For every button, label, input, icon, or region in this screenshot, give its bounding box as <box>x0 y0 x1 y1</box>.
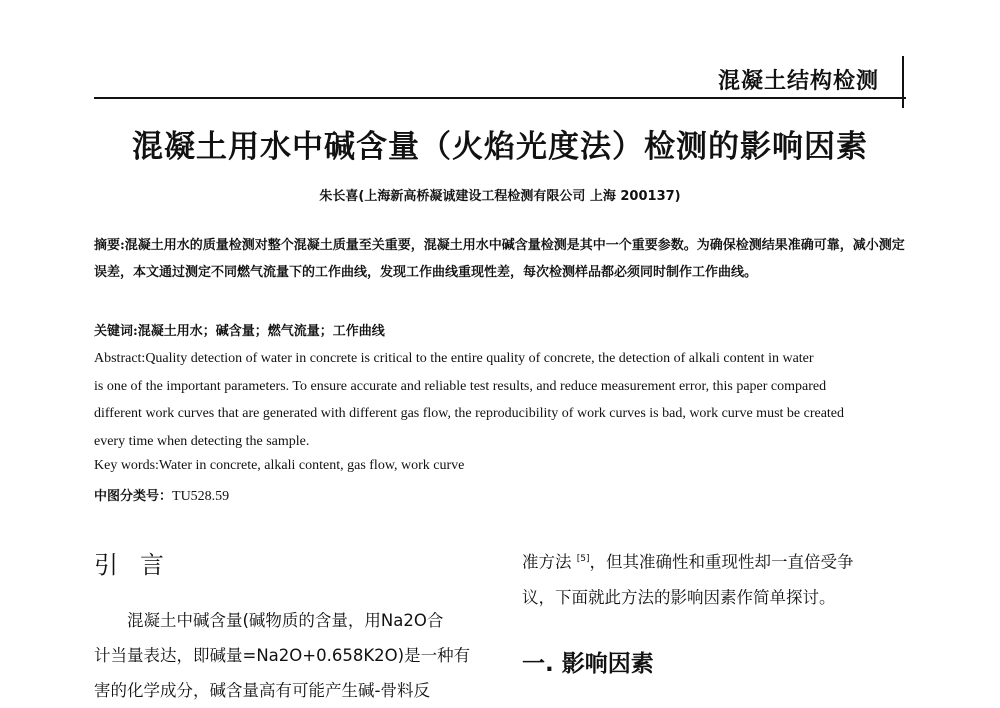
abstract-english-line: Abstract:Quality detection of water in concrete is critical to the entire quality of concrete, the detection of alkali content in water <box>94 351 814 366</box>
abstract-english-line: every time when detecting the sample. <box>94 433 310 449</box>
keywords-english: Key words:Water in concrete, alkali content, gas flow, work curve <box>94 458 465 473</box>
intro-line: 混凝土中碱含量(碱物质的含量，用Na2O合 <box>127 611 444 630</box>
classification-label: 中图分类号： <box>94 489 173 504</box>
section-heading-influencing-factors: 一. 影响因素 <box>522 651 654 677</box>
intro-heading-text: 引言 <box>94 551 186 579</box>
abstract-english-line: different work curves that are generated with different gas flow, the reproducibility of work curves is bad, work curve must be created <box>94 406 845 421</box>
section-label: 混凝土结构检测 <box>718 69 880 94</box>
header-rule <box>94 97 906 99</box>
citation-ref: [5] <box>576 554 590 564</box>
intro-line: 计当量表达，即碱量=Na2O+0.658K2O)是一种有 <box>94 646 471 665</box>
right-line: ，但其准确性和重现性却一直倍受争 <box>589 552 854 572</box>
classification-number <box>94 485 229 505</box>
abstract-chinese: 摘要:混凝土用水的质量检测对整个混凝土质量至关重要，混凝土用水中碱含量检测是其中一个重要参数。为确保检测结果准确可靠，减小测定误差，本文通过测定不同燃气流量下的工作曲线，发现工作曲线重现性差，每次检测样品都必须同时制作工作曲线。 <box>94 238 905 280</box>
intro-body <box>94 603 474 708</box>
paper-title: 混凝土用水中碱含量（火焰光度法）检测的影响因素 <box>132 129 868 165</box>
author-affiliation: 朱长喜(上海新高桥凝诚建设工程检测有限公司 上海 200137) <box>319 189 681 204</box>
abstract-english-line: is one of the important parameters. To ensure accurate and reliable test results, and reduce measurement error, this paper compared <box>94 378 827 394</box>
right-line: 议，下面就此方法的影响因素作简单探讨。 <box>522 587 836 607</box>
header-vertical-bar <box>902 56 904 108</box>
intro-line: 害的化学成分，碱含量高有可能产生碱-骨料反 <box>94 681 430 700</box>
classification-value: TU528.59 <box>172 489 230 504</box>
right-column-body <box>522 542 907 615</box>
right-line: 准方法 <box>522 552 572 572</box>
intro-heading <box>94 545 186 580</box>
abstract-english <box>94 345 906 455</box>
keywords-chinese: 关键词:混凝土用水；碱含量；燃气流量；工作曲线 <box>94 324 385 339</box>
